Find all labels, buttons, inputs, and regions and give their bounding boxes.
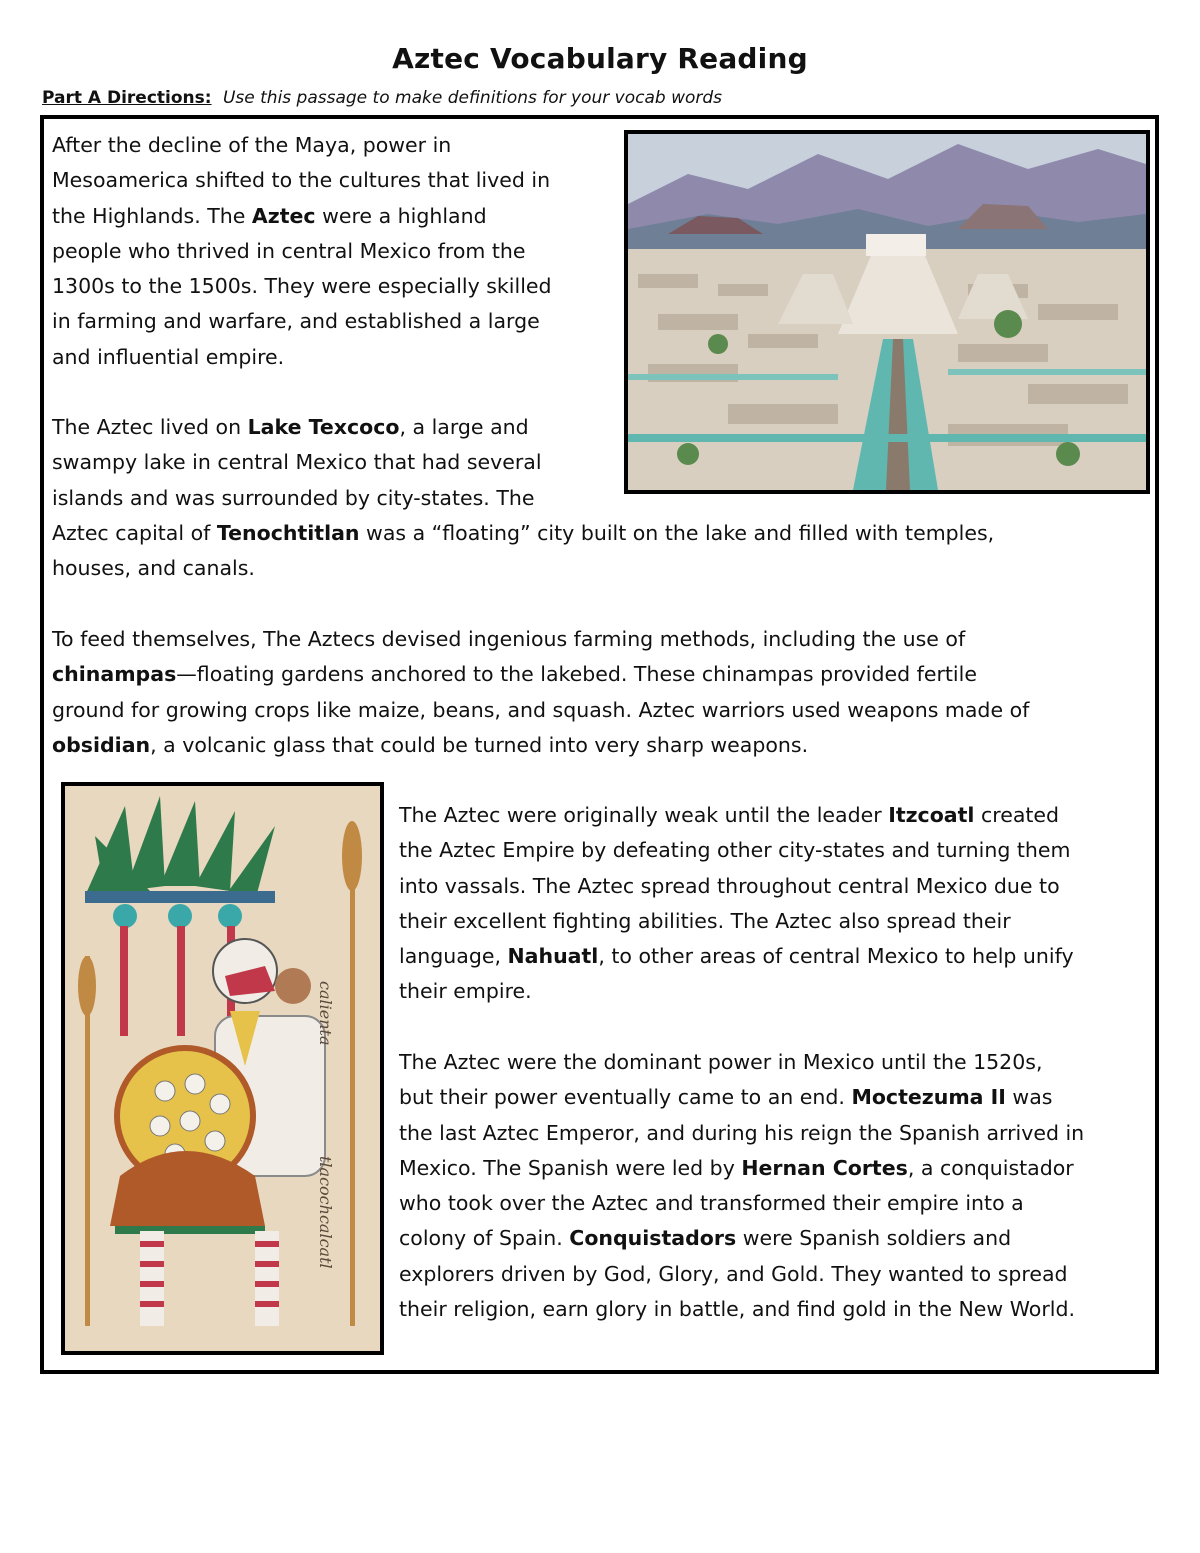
text-line: explorers driven by God, Glory, and Gold. They wanted to spread [399, 1261, 1068, 1286]
text-line: their excellent fighting abilities. The Aztec also spread their [399, 908, 1011, 933]
text-line: the Aztec Empire by defeating other city-states and turning them [399, 838, 1071, 863]
text-line: who took over the Aztec and transformed their empire into a [399, 1191, 1024, 1216]
text-line: the last Aztec Emperor, and during his reign the Spanish arrived in [399, 1120, 1085, 1145]
vocab-term: Tenochtitlan [216, 520, 360, 545]
text-line: The Aztec were originally weak until the leader Itzcoatl created [399, 803, 1060, 827]
paragraph-1 [52, 128, 552, 375]
text-line: chinampas—floating gardens anchored to the lakebed. These chinampas provided fertile [52, 662, 977, 687]
text-line: their empire. [399, 979, 532, 1004]
vocab-term: Aztec [251, 203, 316, 228]
text-line: but their power eventually came to an end. Moctezuma II was [399, 1085, 1053, 1110]
directions [42, 88, 722, 108]
codex-warrior-image [61, 782, 384, 1355]
directions-label: Part A Directions: [42, 88, 212, 108]
text-line: into vassals. The Aztec spread throughout central Mexico due to [399, 873, 1060, 898]
vocab-term: Itzcoatl [888, 803, 975, 827]
text-line: houses, and canals. [52, 556, 255, 581]
text-line: Mesoamerica shifted to the cultures that lived in [52, 168, 551, 193]
codex-gloss-lower: tlacochcalcatl [316, 1156, 335, 1269]
text-line: and influential empire. [52, 344, 285, 369]
text-line: After the decline of the Maya, power in [52, 133, 452, 157]
codex-gloss-upper: calienta [316, 981, 335, 1046]
vocab-term: Lake Texcoco [247, 415, 400, 439]
text-line: islands and was surrounded by city-states. The [52, 485, 535, 510]
text-line: The Aztec were the dominant power in Mexico until the 1520s, [399, 1050, 1043, 1074]
directions-text: Use this passage to make definitions for your vocab words [222, 88, 723, 108]
paragraph-3 [52, 622, 1029, 763]
text-line: colony of Spain. Conquistadors were Spanish soldiers and [399, 1226, 1012, 1251]
text-line: obsidian, a volcanic glass that could be turned into very sharp weapons. [52, 732, 809, 757]
text-line: Aztec capital of Tenochtitlan was a “floating” city built on the lake and filled with temples, [52, 520, 995, 545]
text-line: To feed themselves, The Aztecs devised ingenious farming methods, including the use of [52, 627, 966, 651]
text-line: The Aztec lived on Lake Texcoco, a large and [52, 415, 529, 439]
text-line: their religion, earn glory in battle, and find gold in the New World. [399, 1297, 1075, 1322]
vocab-term: chinampas [52, 662, 177, 687]
tenochtitlan-mural-image [624, 130, 1150, 494]
vocab-term: Hernan Cortes [741, 1155, 908, 1180]
text-line: in farming and warfare, and established a large [52, 309, 540, 334]
vocab-term: Moctezuma II [851, 1085, 1006, 1110]
vocab-term: obsidian [52, 732, 151, 757]
text-line: people who thrived in central Mexico from the [52, 238, 526, 263]
paragraph-5 [399, 1045, 1084, 1327]
text-line: swampy lake in central Mexico that had several [52, 450, 542, 475]
text-line: 1300s to the 1500s. They were especially skilled [52, 274, 552, 299]
text-line: ground for growing crops like maize, beans, and squash. Aztec warriors used weapons made of [52, 697, 1030, 722]
text-line: the Highlands. The Aztec were a highland [52, 203, 487, 228]
text-line: language, Nahuatl, to other areas of central Mexico to help unify [399, 944, 1074, 969]
vocab-term: Conquistadors [569, 1226, 737, 1251]
vocab-term: Nahuatl [507, 944, 599, 969]
text-line: Mexico. The Spanish were led by Hernan Cortes, a conquistador [399, 1155, 1074, 1180]
page-title: Aztec Vocabulary Reading [392, 42, 808, 75]
paragraph-4 [399, 798, 1074, 1010]
